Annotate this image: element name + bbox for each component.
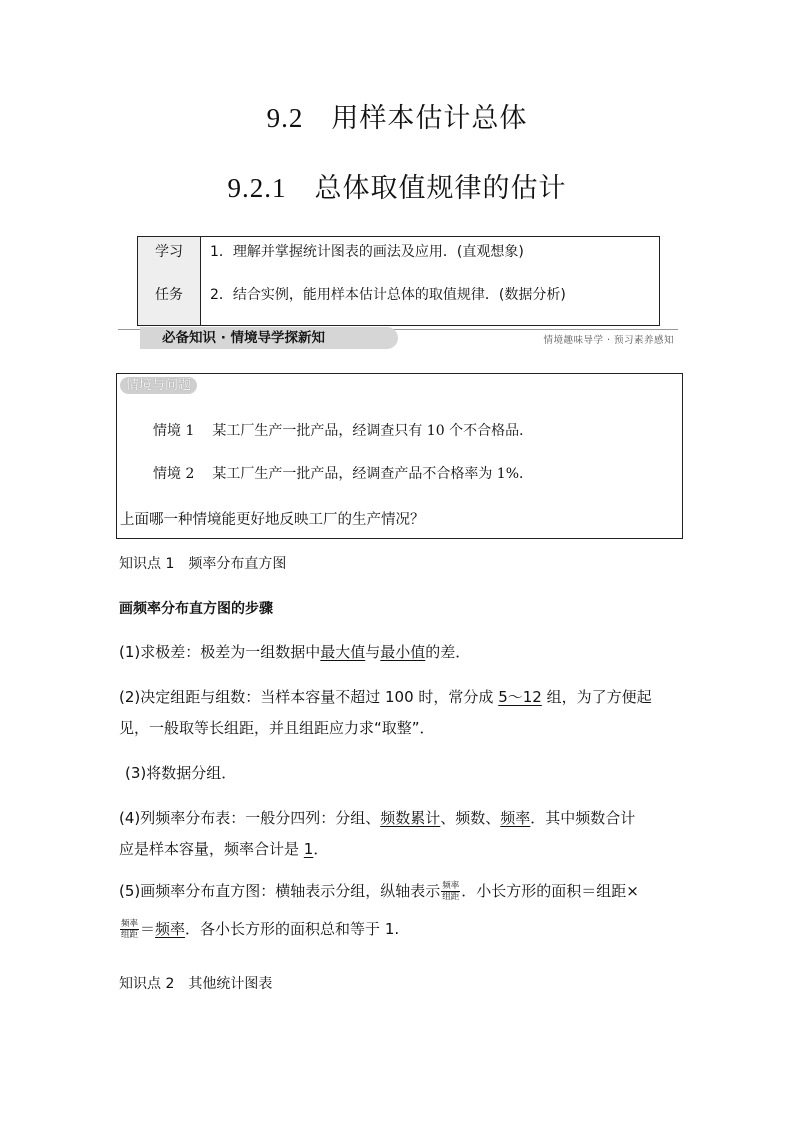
subsection-title: 9.2.1 总体取值规律的估计: [227, 173, 567, 204]
goals-label-bottom: 任务: [155, 287, 183, 303]
step-4-line-2: 应是样本容量，频率合计是 1．: [119, 840, 329, 858]
step-3: (3)将数据分组．: [125, 764, 237, 782]
goals-label-top: 学习: [155, 244, 183, 260]
step-5-line-1: (5)画频率分布直方图：横轴表示分组，纵轴表示 $\frac{\text{频率}}{\text{组距}}$ ．小长方形的面积＝组距×: [119, 881, 639, 902]
steps-title: 画频率分布直方图的步骤: [119, 601, 273, 617]
banner-caption: 情境趣味导学 · 预习素养感知: [543, 335, 674, 346]
scenario-1: 情境 1 某工厂生产一批产品，经调查只有 10 个不合格品．: [153, 423, 534, 439]
knowledge-point-1-heading: 知识点 1 频率分布直方图: [119, 556, 287, 572]
learning-goals-table: [137, 236, 660, 326]
section-banner: [118, 327, 678, 351]
banner-label: 必备知识 · 情境导学探新知: [140, 327, 398, 349]
step-2-line-2: 见，一般取等长组距，并且组距应力求“取整”．: [119, 719, 435, 737]
step-1: (1)求极差：极差为一组数据中最大值与最小值的差．: [119, 643, 471, 661]
scenario-tag: 情境与问题: [120, 377, 197, 394]
step-4-line-1: (4)列频率分布表：一般分四列：分组、频数累计、频数、频率．其中频数合计: [119, 809, 636, 827]
step-5-line-2: $\frac{\text{频率}}{\text{组距}}$ ＝频率．各小长方形的面积总和等于 1.: [121, 919, 400, 940]
scenario-box: [116, 373, 683, 539]
step-2-line-1: (2)决定组距与组数：当样本容量不超过 100 时，常分成 5～12 组，为了方便起: [119, 688, 652, 706]
goal-item: 1．理解并掌握统计图表的画法及应用．(直观想象): [210, 244, 524, 260]
goals-label-cell: [138, 237, 201, 325]
scenario-question: 上面哪一种情境能更好地反映工厂的生产情况？: [120, 512, 425, 528]
fraction-frequency-per-width: $\frac{\text{频率}}{\text{组距}}$: [121, 919, 139, 940]
fraction-frequency-per-width: $\frac{\text{频率}}{\text{组距}}$: [442, 881, 460, 902]
scenario-2: 情境 2 某工厂生产一批产品，经调查产品不合格率为 1%．: [153, 466, 534, 482]
knowledge-point-2-heading: 知识点 2 其他统计图表: [119, 976, 273, 992]
goals-items-cell: [201, 237, 659, 325]
section-title: 9.2 用样本估计总体: [266, 103, 528, 134]
goal-item: 2．结合实例，能用样本估计总体的取值规律．(数据分析): [210, 287, 566, 303]
